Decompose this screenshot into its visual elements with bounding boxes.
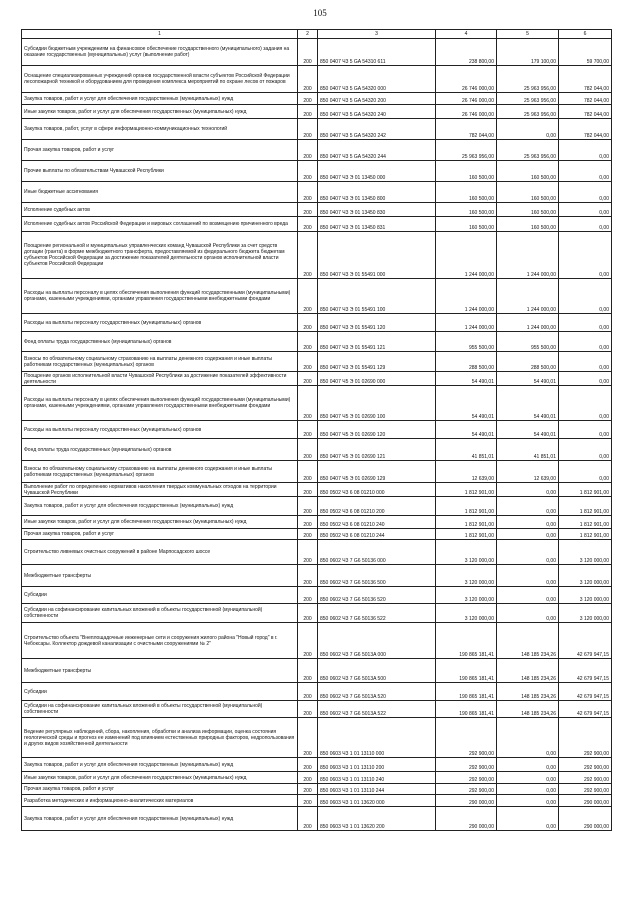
amount-remaining-cell: 3 120 000,00	[559, 565, 612, 587]
admin-code-cell: 200	[298, 66, 318, 93]
admin-code-cell: 200	[298, 461, 318, 483]
amount-remaining-cell: 0,00	[559, 182, 612, 203]
table-row	[22, 587, 612, 604]
row-name-cell: Иные закупки товаров, работ и услуг для обеспечения государственных (муниципальных) нужд	[22, 105, 298, 119]
budget-code-cell: 850 0407 Ч5 Э 01 02690 000	[318, 372, 436, 386]
row-name-cell: Субсидии бюджетным учреждениям на финансовое обеспечение государственного (муниципального) задания на оказание государственных (муниципальных) услуг (выполнение работ)	[22, 39, 298, 66]
budget-code-cell: 850 0603 Ч3 1 01 13110 240	[318, 772, 436, 784]
budget-code-cell: 850 0407 Ч3 Э 01 55491 000	[318, 232, 436, 279]
admin-code-cell: 200	[298, 718, 318, 758]
budget-code-cell: 850 0407 Ч3 5 GA 54320 240	[318, 105, 436, 119]
budget-code-cell: 850 0602 Ч3 7 G6 50136 000	[318, 540, 436, 565]
amount-remaining-cell: 42 679 947,15	[559, 623, 612, 659]
amount-remaining-cell: 0,00	[559, 203, 612, 217]
amount-executed-cell: 0,00	[497, 807, 559, 831]
amount-approved-cell: 160 500,00	[436, 217, 497, 232]
amount-executed-cell: 0,00	[497, 795, 559, 807]
amount-executed-cell: 955 500,00	[497, 332, 559, 352]
amount-executed-cell: 12 639,00	[497, 461, 559, 483]
budget-code-cell: 850 0407 Ч3 5 GA 54320 000	[318, 66, 436, 93]
table-row	[22, 232, 612, 279]
amount-remaining-cell: 292 900,00	[559, 772, 612, 784]
table-row	[22, 182, 612, 203]
amount-executed-cell: 0,00	[497, 529, 559, 540]
amount-approved-cell: 190 865 181,41	[436, 623, 497, 659]
admin-code-cell: 200	[298, 386, 318, 421]
table-row	[22, 119, 612, 140]
row-name-cell: Расходы на выплаты персоналу в целях обеспечения выполнения функций государственными (муниципальными) органами, казенными учреждениями, органами управления государственными внебюджетными фондами	[22, 279, 298, 314]
admin-code-cell: 200	[298, 795, 318, 807]
amount-remaining-cell: 0,00	[559, 217, 612, 232]
amount-executed-cell: 0,00	[497, 784, 559, 795]
amount-remaining-cell: 0,00	[559, 332, 612, 352]
admin-code-cell: 200	[298, 758, 318, 772]
amount-approved-cell: 26 746 000,00	[436, 105, 497, 119]
table-row	[22, 66, 612, 93]
admin-code-cell: 200	[298, 140, 318, 161]
budget-code-cell: 850 0603 Ч3 1 01 13620 000	[318, 795, 436, 807]
amount-remaining-cell: 1 812 901,00	[559, 483, 612, 497]
amount-approved-cell: 54 490,01	[436, 386, 497, 421]
admin-code-cell: 200	[298, 604, 318, 623]
amount-remaining-cell: 3 120 000,00	[559, 587, 612, 604]
budget-code-cell: 850 0407 Ч5 Э 01 02690 129	[318, 461, 436, 483]
amount-approved-cell: 1 812 901,00	[436, 483, 497, 497]
budget-code-cell: 850 0602 Ч3 7 G6 50136 520	[318, 587, 436, 604]
amount-executed-cell: 179 100,00	[497, 39, 559, 66]
header-cell: 6	[559, 30, 612, 39]
amount-approved-cell: 955 500,00	[436, 332, 497, 352]
amount-executed-cell: 0,00	[497, 497, 559, 516]
amount-executed-cell: 1 244 000,00	[497, 279, 559, 314]
table-row	[22, 461, 612, 483]
amount-executed-cell: 0,00	[497, 718, 559, 758]
admin-code-cell: 200	[298, 807, 318, 831]
row-name-cell: Иные закупки товаров, работ и услуг для обеспечения государственных (муниципальных) нужд	[22, 772, 298, 784]
amount-approved-cell: 190 865 181,41	[436, 683, 497, 701]
admin-code-cell: 200	[298, 421, 318, 439]
row-name-cell: Исполнение судебных актов Российской Федерации и мировых соглашений по возмещению причиненного вреда	[22, 217, 298, 232]
table-row	[22, 140, 612, 161]
admin-code-cell: 200	[298, 772, 318, 784]
admin-code-cell: 200	[298, 565, 318, 587]
row-name-cell: Оснащение специализированных учреждений органов государственной власти субъектов Российской Федерации лесопожарной техникой и оборудованием для проведения комплекса мероприятий по охране лесов от пожаров	[22, 66, 298, 93]
admin-code-cell: 200	[298, 497, 318, 516]
row-name-cell: Межбюджетные трансферты	[22, 565, 298, 587]
table-row	[22, 516, 612, 529]
amount-executed-cell: 160 500,00	[497, 217, 559, 232]
budget-code-cell: 850 0407 Ч3 5 GA 54320 242	[318, 119, 436, 140]
table-row	[22, 540, 612, 565]
table-row	[22, 105, 612, 119]
table-row	[22, 483, 612, 497]
budget-code-cell: 850 0407 Ч3 Э 01 55491 121	[318, 332, 436, 352]
table-row	[22, 439, 612, 461]
amount-remaining-cell: 1 812 901,00	[559, 529, 612, 540]
amount-approved-cell: 292 900,00	[436, 772, 497, 784]
row-name-cell: Прочая закупка товаров, работ и услуг	[22, 140, 298, 161]
amount-remaining-cell: 42 679 947,15	[559, 659, 612, 683]
amount-approved-cell: 288 500,00	[436, 352, 497, 372]
amount-approved-cell: 782 044,00	[436, 119, 497, 140]
table-row	[22, 772, 612, 784]
amount-executed-cell: 0,00	[497, 483, 559, 497]
amount-executed-cell: 25 963 956,00	[497, 93, 559, 105]
budget-code-cell: 850 0602 Ч3 7 G6 50136 522	[318, 604, 436, 623]
table-row	[22, 372, 612, 386]
row-name-cell: Расходы на выплаты персоналу в целях обеспечения выполнения функций государственными (муниципальными) органами, казенными учреждениями, органами управления государственными внебюджетными фондами	[22, 386, 298, 421]
table-row	[22, 795, 612, 807]
amount-remaining-cell: 0,00	[559, 314, 612, 332]
table-row	[22, 623, 612, 659]
budget-code-cell: 850 0407 Ч3 5 GA 54320 200	[318, 93, 436, 105]
row-name-cell: Субсидии на софинансирование капитальных вложений в объекты государственной (муниципальной) собственности	[22, 701, 298, 718]
budget-code-cell: 850 0407 Ч3 Э 01 55491 129	[318, 352, 436, 372]
table-row	[22, 332, 612, 352]
amount-executed-cell: 160 500,00	[497, 161, 559, 182]
table-row	[22, 217, 612, 232]
table-row	[22, 279, 612, 314]
admin-code-cell: 200	[298, 659, 318, 683]
admin-code-cell: 200	[298, 372, 318, 386]
amount-remaining-cell: 782 044,00	[559, 119, 612, 140]
budget-code-cell: 850 0602 Ч3 7 G6 5013A 520	[318, 683, 436, 701]
budget-code-cell: 850 0407 Ч3 Э 01 13450 000	[318, 161, 436, 182]
budget-code-cell: 850 0407 Ч5 Э 01 02690 120	[318, 421, 436, 439]
admin-code-cell: 200	[298, 161, 318, 182]
amount-remaining-cell: 0,00	[559, 421, 612, 439]
row-name-cell: Закупка товаров, работ, услуг в сфере информационно-коммуникационных технологий	[22, 119, 298, 140]
amount-executed-cell: 0,00	[497, 565, 559, 587]
amount-executed-cell: 25 963 956,00	[497, 140, 559, 161]
amount-executed-cell: 148 185 234,26	[497, 701, 559, 718]
admin-code-cell: 200	[298, 119, 318, 140]
amount-approved-cell: 12 639,00	[436, 461, 497, 483]
amount-executed-cell: 0,00	[497, 540, 559, 565]
row-name-cell: Закупка товаров, работ и услуг для обеспечения государственных (муниципальных) нужд	[22, 807, 298, 831]
amount-remaining-cell: 0,00	[559, 461, 612, 483]
budget-table	[21, 29, 612, 831]
row-name-cell: Выполнение работ по определению нормативов накопления твердых коммунальных отходов на территории Чувашской Республики	[22, 483, 298, 497]
budget-code-cell: 850 0407 Ч3 Э 01 55491 100	[318, 279, 436, 314]
row-name-cell: Субсидии	[22, 683, 298, 701]
amount-remaining-cell: 0,00	[559, 352, 612, 372]
amount-executed-cell: 160 500,00	[497, 182, 559, 203]
row-name-cell: Поощрение органов исполнительной власти Чувашской Республики за достижение показателей эффективности деятельности	[22, 372, 298, 386]
amount-remaining-cell: 292 900,00	[559, 784, 612, 795]
amount-remaining-cell: 292 900,00	[559, 718, 612, 758]
amount-remaining-cell: 782 044,00	[559, 66, 612, 93]
row-name-cell: Фонд оплаты труда государственных (муниципальных) органов	[22, 332, 298, 352]
amount-remaining-cell: 42 679 947,15	[559, 683, 612, 701]
table-row	[22, 529, 612, 540]
admin-code-cell: 200	[298, 683, 318, 701]
amount-approved-cell: 3 120 000,00	[436, 565, 497, 587]
admin-code-cell: 200	[298, 516, 318, 529]
budget-code-cell: 850 0502 Ч3 6 08 01210 244	[318, 529, 436, 540]
amount-remaining-cell: 0,00	[559, 372, 612, 386]
row-name-cell: Межбюджетные трансферты	[22, 659, 298, 683]
amount-approved-cell: 41 851,01	[436, 439, 497, 461]
amount-approved-cell: 292 900,00	[436, 718, 497, 758]
row-name-cell: Расходы на выплаты персоналу государственных (муниципальных) органов	[22, 314, 298, 332]
budget-code-cell: 850 0603 Ч3 1 01 13110 000	[318, 718, 436, 758]
table-row	[22, 659, 612, 683]
row-name-cell: Строительство ливневых очистных сооружений в районе Марпосадского шоссе	[22, 540, 298, 565]
amount-approved-cell: 25 963 956,00	[436, 140, 497, 161]
row-name-cell: Прочая закупка товаров, работ и услуг	[22, 784, 298, 795]
amount-executed-cell: 0,00	[497, 516, 559, 529]
admin-code-cell: 200	[298, 483, 318, 497]
budget-code-cell: 850 0602 Ч3 7 G6 5013A 500	[318, 659, 436, 683]
amount-approved-cell: 3 120 000,00	[436, 604, 497, 623]
amount-approved-cell: 26 746 000,00	[436, 66, 497, 93]
amount-approved-cell: 1 812 901,00	[436, 516, 497, 529]
amount-executed-cell: 0,00	[497, 758, 559, 772]
row-name-cell: Ведение регулярных наблюдений, сбора, накопления, обработки и анализа информации, оценка состояния геологической среды и прогноз ее изменений под влиянием естественных природных факторов, недропользования и других видов хозяйственной деятельности	[22, 718, 298, 758]
amount-executed-cell: 288 500,00	[497, 352, 559, 372]
amount-approved-cell: 1 812 901,00	[436, 529, 497, 540]
page-number: 105	[313, 8, 327, 18]
admin-code-cell: 200	[298, 332, 318, 352]
admin-code-cell: 200	[298, 279, 318, 314]
admin-code-cell: 200	[298, 182, 318, 203]
budget-code-cell: 850 0602 Ч3 7 G6 50136 500	[318, 565, 436, 587]
admin-code-cell: 200	[298, 232, 318, 279]
admin-code-cell: 200	[298, 701, 318, 718]
table-row	[22, 683, 612, 701]
table-row	[22, 352, 612, 372]
amount-remaining-cell: 0,00	[559, 140, 612, 161]
amount-executed-cell: 1 244 000,00	[497, 314, 559, 332]
amount-remaining-cell: 42 679 947,15	[559, 701, 612, 718]
budget-code-cell: 850 0407 Ч3 Э 01 13450 831	[318, 217, 436, 232]
amount-remaining-cell: 782 044,00	[559, 93, 612, 105]
row-name-cell: Поощрение региональной и муниципальных управленческих команд Чувашской Республики за счет средств дотации (гранта) в форме межбюджетного трансферта, предоставляемой из федерального бюджета бюджетам субъектов Российской Федерации за достижение показателей деятельности органов исполнительной власти субъектов Российской Федерации	[22, 232, 298, 279]
row-name-cell: Строительство объекта "Внеплощадочные инженерные сети и сооружения жилого района "Новый город" в г. Чебоксары. Коллектор дождевой канализации с очистными сооружениями № 2"	[22, 623, 298, 659]
table-row	[22, 39, 612, 66]
row-name-cell: Взносы по обязательному социальному страхованию на выплаты денежного содержания и иные выплаты работникам государственных (муниципальных) органов	[22, 461, 298, 483]
amount-executed-cell: 0,00	[497, 119, 559, 140]
amount-remaining-cell: 1 812 901,00	[559, 516, 612, 529]
amount-approved-cell: 238 800,00	[436, 39, 497, 66]
amount-remaining-cell: 0,00	[559, 439, 612, 461]
amount-approved-cell: 3 120 000,00	[436, 587, 497, 604]
budget-code-cell: 850 0407 Ч5 Э 01 02690 100	[318, 386, 436, 421]
table-row	[22, 807, 612, 831]
budget-code-cell: 850 0407 Ч3 5 GA 54320 244	[318, 140, 436, 161]
amount-approved-cell: 160 500,00	[436, 182, 497, 203]
amount-executed-cell: 148 185 234,26	[497, 683, 559, 701]
budget-code-cell: 850 0407 Ч3 Э 01 13450 800	[318, 182, 436, 203]
amount-remaining-cell: 0,00	[559, 232, 612, 279]
table-row	[22, 314, 612, 332]
table-row	[22, 701, 612, 718]
admin-code-cell: 200	[298, 39, 318, 66]
amount-approved-cell: 190 865 181,41	[436, 701, 497, 718]
budget-code-cell: 850 0407 Ч3 Э 01 13450 830	[318, 203, 436, 217]
amount-remaining-cell: 0,00	[559, 279, 612, 314]
amount-approved-cell: 160 500,00	[436, 203, 497, 217]
amount-executed-cell: 25 963 956,00	[497, 66, 559, 93]
budget-code-cell: 850 0407 Ч3 5 GA 54310 611	[318, 39, 436, 66]
admin-code-cell: 200	[298, 529, 318, 540]
amount-approved-cell: 26 746 000,00	[436, 93, 497, 105]
table-row	[22, 93, 612, 105]
amount-executed-cell: 160 500,00	[497, 203, 559, 217]
admin-code-cell: 200	[298, 540, 318, 565]
amount-executed-cell: 148 185 234,26	[497, 623, 559, 659]
amount-approved-cell: 54 490,01	[436, 421, 497, 439]
budget-code-cell: 850 0502 Ч3 6 08 01210 240	[318, 516, 436, 529]
table-row	[22, 758, 612, 772]
amount-approved-cell: 1 244 000,00	[436, 314, 497, 332]
amount-remaining-cell: 292 900,00	[559, 758, 612, 772]
row-name-cell: Субсидии	[22, 587, 298, 604]
budget-code-cell: 850 0603 Ч3 1 01 13110 244	[318, 784, 436, 795]
amount-remaining-cell: 59 700,00	[559, 39, 612, 66]
table-row	[22, 565, 612, 587]
row-name-cell: Иные бюджетные ассигнования	[22, 182, 298, 203]
admin-code-cell: 200	[298, 105, 318, 119]
table-row	[22, 604, 612, 623]
budget-code-cell: 850 0602 Ч3 7 G6 5013A 522	[318, 701, 436, 718]
row-name-cell: Разработка методических и информационно-аналитических материалов	[22, 795, 298, 807]
budget-code-cell: 850 0407 Ч3 Э 01 55491 120	[318, 314, 436, 332]
budget-code-cell: 850 0502 Ч3 6 08 01210 000	[318, 483, 436, 497]
admin-code-cell: 200	[298, 203, 318, 217]
table-row	[22, 718, 612, 758]
row-name-cell: Взносы по обязательному социальному страхованию на выплаты денежного содержания и иные выплаты работникам государственных (муниципальных) органов	[22, 352, 298, 372]
budget-code-cell: 850 0603 Ч3 1 01 13620 200	[318, 807, 436, 831]
amount-executed-cell: 54 490,01	[497, 421, 559, 439]
amount-remaining-cell: 290 000,00	[559, 807, 612, 831]
table-row	[22, 784, 612, 795]
header-cell: 2	[298, 30, 318, 39]
row-name-cell: Прочие выплаты по обязательствам Чувашской Республики	[22, 161, 298, 182]
header-row	[22, 30, 612, 39]
amount-approved-cell: 1 244 000,00	[436, 279, 497, 314]
amount-approved-cell: 1 244 000,00	[436, 232, 497, 279]
budget-code-cell: 850 0603 Ч3 1 01 13110 200	[318, 758, 436, 772]
budget-code-cell: 850 0502 Ч3 6 08 01210 200	[318, 497, 436, 516]
table-row	[22, 497, 612, 516]
row-name-cell: Иные закупки товаров, работ и услуг для обеспечения государственных (муниципальных) нужд	[22, 516, 298, 529]
table-row	[22, 386, 612, 421]
table-body	[22, 39, 612, 831]
amount-executed-cell: 0,00	[497, 587, 559, 604]
admin-code-cell: 200	[298, 587, 318, 604]
row-name-cell: Фонд оплаты труда государственных (муниципальных) органов	[22, 439, 298, 461]
amount-remaining-cell: 290 000,00	[559, 795, 612, 807]
amount-executed-cell: 148 185 234,26	[497, 659, 559, 683]
amount-executed-cell: 25 963 956,00	[497, 105, 559, 119]
header-cell: 3	[318, 30, 436, 39]
amount-approved-cell: 290 000,00	[436, 807, 497, 831]
amount-remaining-cell: 3 120 000,00	[559, 604, 612, 623]
amount-remaining-cell: 0,00	[559, 386, 612, 421]
amount-remaining-cell: 1 812 901,00	[559, 497, 612, 516]
amount-remaining-cell: 3 120 000,00	[559, 540, 612, 565]
admin-code-cell: 200	[298, 784, 318, 795]
amount-approved-cell: 292 900,00	[436, 758, 497, 772]
budget-code-cell: 850 0602 Ч3 7 G6 5013A 000	[318, 623, 436, 659]
budget-code-cell: 850 0407 Ч5 Э 01 02690 121	[318, 439, 436, 461]
row-name-cell: Прочая закупка товаров, работ и услуг	[22, 529, 298, 540]
header-cell: 4	[436, 30, 497, 39]
amount-approved-cell: 190 865 181,41	[436, 659, 497, 683]
amount-approved-cell: 292 900,00	[436, 784, 497, 795]
amount-approved-cell: 1 812 901,00	[436, 497, 497, 516]
table-row	[22, 203, 612, 217]
amount-approved-cell: 54 490,01	[436, 372, 497, 386]
row-name-cell: Закупка товаров, работ и услуг для обеспечения государственных (муниципальных) нужд	[22, 93, 298, 105]
amount-remaining-cell: 782 044,00	[559, 105, 612, 119]
amount-executed-cell: 54 490,01	[497, 372, 559, 386]
row-name-cell: Закупка товаров, работ и услуг для обеспечения государственных (муниципальных) нужд	[22, 497, 298, 516]
amount-approved-cell: 3 120 000,00	[436, 540, 497, 565]
row-name-cell: Расходы на выплаты персоналу государственных (муниципальных) органов	[22, 421, 298, 439]
header-cell: 5	[497, 30, 559, 39]
amount-remaining-cell: 0,00	[559, 161, 612, 182]
amount-executed-cell: 54 490,01	[497, 386, 559, 421]
header-cell: 1	[22, 30, 298, 39]
amount-approved-cell: 290 000,00	[436, 795, 497, 807]
row-name-cell: Исполнение судебных актов	[22, 203, 298, 217]
admin-code-cell: 200	[298, 314, 318, 332]
admin-code-cell: 200	[298, 352, 318, 372]
amount-executed-cell: 1 244 000,00	[497, 232, 559, 279]
row-name-cell: Закупка товаров, работ и услуг для обеспечения государственных (муниципальных) нужд	[22, 758, 298, 772]
admin-code-cell: 200	[298, 439, 318, 461]
row-name-cell: Субсидии на софинансирование капитальных вложений в объекты государственной (муниципальной) собственности	[22, 604, 298, 623]
amount-executed-cell: 41 851,01	[497, 439, 559, 461]
table-row	[22, 421, 612, 439]
admin-code-cell: 200	[298, 93, 318, 105]
amount-approved-cell: 160 500,00	[436, 161, 497, 182]
admin-code-cell: 200	[298, 623, 318, 659]
amount-executed-cell: 0,00	[497, 772, 559, 784]
admin-code-cell: 200	[298, 217, 318, 232]
table-row	[22, 161, 612, 182]
amount-executed-cell: 0,00	[497, 604, 559, 623]
